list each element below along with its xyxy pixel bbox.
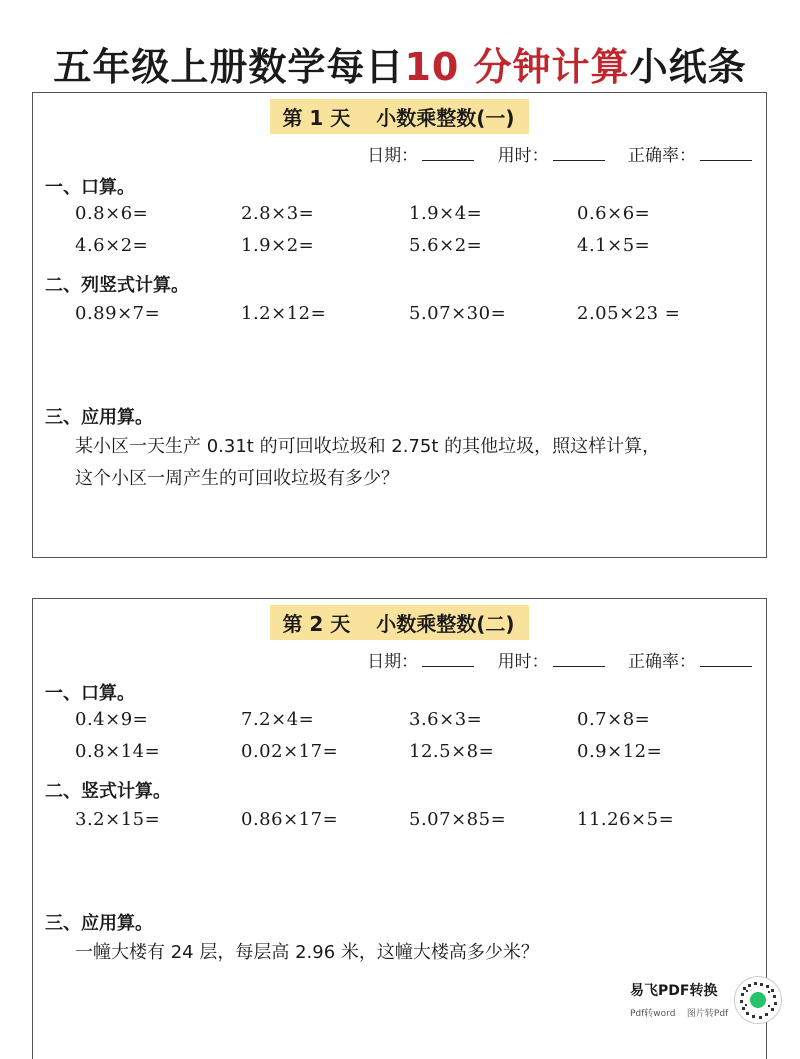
page-title <box>0 36 800 91</box>
day2-vertical-row <box>75 809 755 833</box>
time-label: 用时： <box>497 146 549 166</box>
day1-oral-title: 一、口算。 <box>45 177 135 198</box>
problem: 2.05×23 = <box>577 303 681 324</box>
day2-oral-row-2 <box>75 741 755 765</box>
problem: 11.26×5= <box>577 809 675 830</box>
accuracy-label: 正确率： <box>628 146 696 166</box>
day1-word-line-2: 这个小区一周产生的可回收垃圾有多少？ <box>75 468 399 489</box>
qr-code-icon <box>734 976 782 1024</box>
problem: 0.89×7= <box>75 303 161 324</box>
day1-word-line-1: 某小区一天生产 0.31t 的可回收垃圾和 2.75t 的其他垃圾，照这样计算， <box>75 436 661 457</box>
date-label: 日期： <box>367 146 419 166</box>
day1-oral-row-2 <box>75 235 755 259</box>
problem: 0.4×9= <box>75 709 149 730</box>
date-blank <box>422 146 474 161</box>
problem: 0.6×6= <box>577 203 651 224</box>
watermark-sub2: 图片转Pdf <box>686 1009 729 1019</box>
problem: 4.1×5= <box>577 235 651 256</box>
title-part1: 五年级上册数学每日 <box>53 45 405 89</box>
day1-vertical-title: 二、列竖式计算。 <box>45 275 189 296</box>
problem: 4.6×2= <box>75 235 149 256</box>
problem: 7.2×4= <box>241 709 315 730</box>
day1-vertical-row <box>75 303 755 327</box>
problem: 0.9×12= <box>577 741 663 762</box>
problem: 1.2×12= <box>241 303 327 324</box>
day2-vertical-title: 二、竖式计算。 <box>45 781 171 802</box>
day2-applied-title: 三、应用算。 <box>45 913 153 934</box>
day1-oral-row-1 <box>75 203 755 227</box>
problem: 0.86×17= <box>241 809 339 830</box>
day2-word-line-1: 一幢大楼有 24 层，每层高 2.96 米，这幢大楼高多少米？ <box>75 942 539 963</box>
day1-card <box>32 92 767 558</box>
day2-topic: 小数乘整数(二) <box>376 612 515 636</box>
watermark-sub <box>630 1006 740 1019</box>
problem: 0.8×6= <box>75 203 149 224</box>
day1-meta <box>349 141 752 166</box>
day1-day: 第 1 天 <box>282 106 351 130</box>
time-blank <box>553 146 605 161</box>
day2-tag <box>270 605 528 640</box>
qr-center-icon <box>750 992 766 1008</box>
problem: 1.9×4= <box>409 203 483 224</box>
time-label: 用时： <box>497 652 549 672</box>
accuracy-blank <box>700 652 752 667</box>
watermark-name: 易飞PDF转换 <box>630 983 718 999</box>
problem: 0.7×8= <box>577 709 651 730</box>
title-part2: 小纸条 <box>629 45 747 89</box>
problem: 0.8×14= <box>75 741 161 762</box>
watermark-logo <box>630 980 740 1019</box>
day1-applied-title: 三、应用算。 <box>45 407 153 428</box>
problem: 0.02×17= <box>241 741 339 762</box>
problem: 5.07×30= <box>409 303 507 324</box>
date-label: 日期： <box>367 652 419 672</box>
problem: 12.5×8= <box>409 741 495 762</box>
day2-oral-title: 一、口算。 <box>45 683 135 704</box>
problem: 5.6×2= <box>409 235 483 256</box>
day2-header <box>33 605 766 640</box>
date-blank <box>422 652 474 667</box>
day1-topic: 小数乘整数(一) <box>376 106 515 130</box>
time-blank <box>553 652 605 667</box>
day2-meta <box>349 647 752 672</box>
day1-tag <box>270 99 528 134</box>
problem: 3.2×15= <box>75 809 161 830</box>
problem: 3.6×3= <box>409 709 483 730</box>
title-highlight: 10 分钟计算 <box>404 45 630 89</box>
accuracy-label: 正确率： <box>628 652 696 672</box>
day2-day: 第 2 天 <box>282 612 351 636</box>
watermark-sub1: Pdf转word <box>630 1009 676 1019</box>
problem: 1.9×2= <box>241 235 315 256</box>
problem: 2.8×3= <box>241 203 315 224</box>
day1-header <box>33 99 766 134</box>
day2-oral-row-1 <box>75 709 755 733</box>
accuracy-blank <box>700 146 752 161</box>
problem: 5.07×85= <box>409 809 507 830</box>
